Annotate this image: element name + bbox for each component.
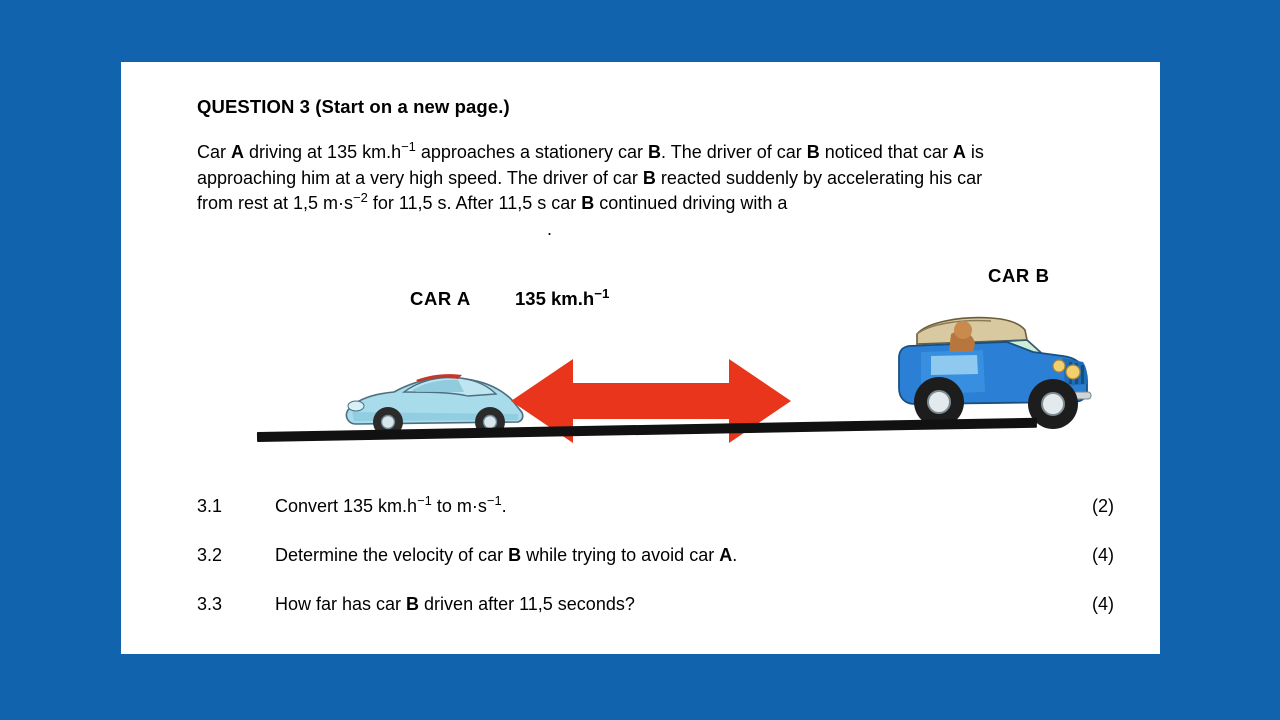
sub-question-marks: (2) — [1092, 496, 1114, 516]
question-paper — [121, 62, 1160, 654]
sub-question-list — [197, 482, 1114, 629]
scene-figure — [197, 260, 1114, 470]
sub-question-number: 3.1 — [197, 496, 223, 516]
sub-question-row — [197, 531, 1114, 580]
question-body: Car A driving at 135 $km.h^{-1}$ approaches a stationery car B. The driver of car B noticed that car A is approaching him at a very high speed. The driver of car B reacted suddenly by accelerating his car from rest at 1,5 $m\cdot s^{-2}$ for 11,5 s. After 11,5 s car B continued driving with a. — [197, 140, 1017, 242]
car-b-label: CAR B — [988, 265, 1050, 286]
sub-question-row — [197, 482, 1114, 531]
sub-question-marks: (4) — [1092, 545, 1114, 565]
car-a-label: CAR A — [410, 288, 471, 309]
sub-question-marks: (4) — [1092, 594, 1114, 614]
speed-label: 135 $km.h^{-1}$ — [515, 285, 610, 309]
sub-question-number: 3.2 — [197, 545, 223, 565]
sub-question-number: 3.3 — [197, 594, 223, 614]
sub-question-text: Convert 135 $km.h^{-1}$ to $m\cdot s^{-1}$. — [275, 493, 507, 516]
sub-question-row — [197, 580, 1114, 629]
blank-fill-dot: . — [546, 218, 552, 239]
question-heading: QUESTION 3 (Start on a new page.) — [197, 96, 510, 117]
sub-question-text: Determine the velocity of car B while trying to avoid car A. — [275, 545, 738, 565]
sub-question-text: How far has car B driven after 11,5 seconds? — [275, 594, 635, 614]
